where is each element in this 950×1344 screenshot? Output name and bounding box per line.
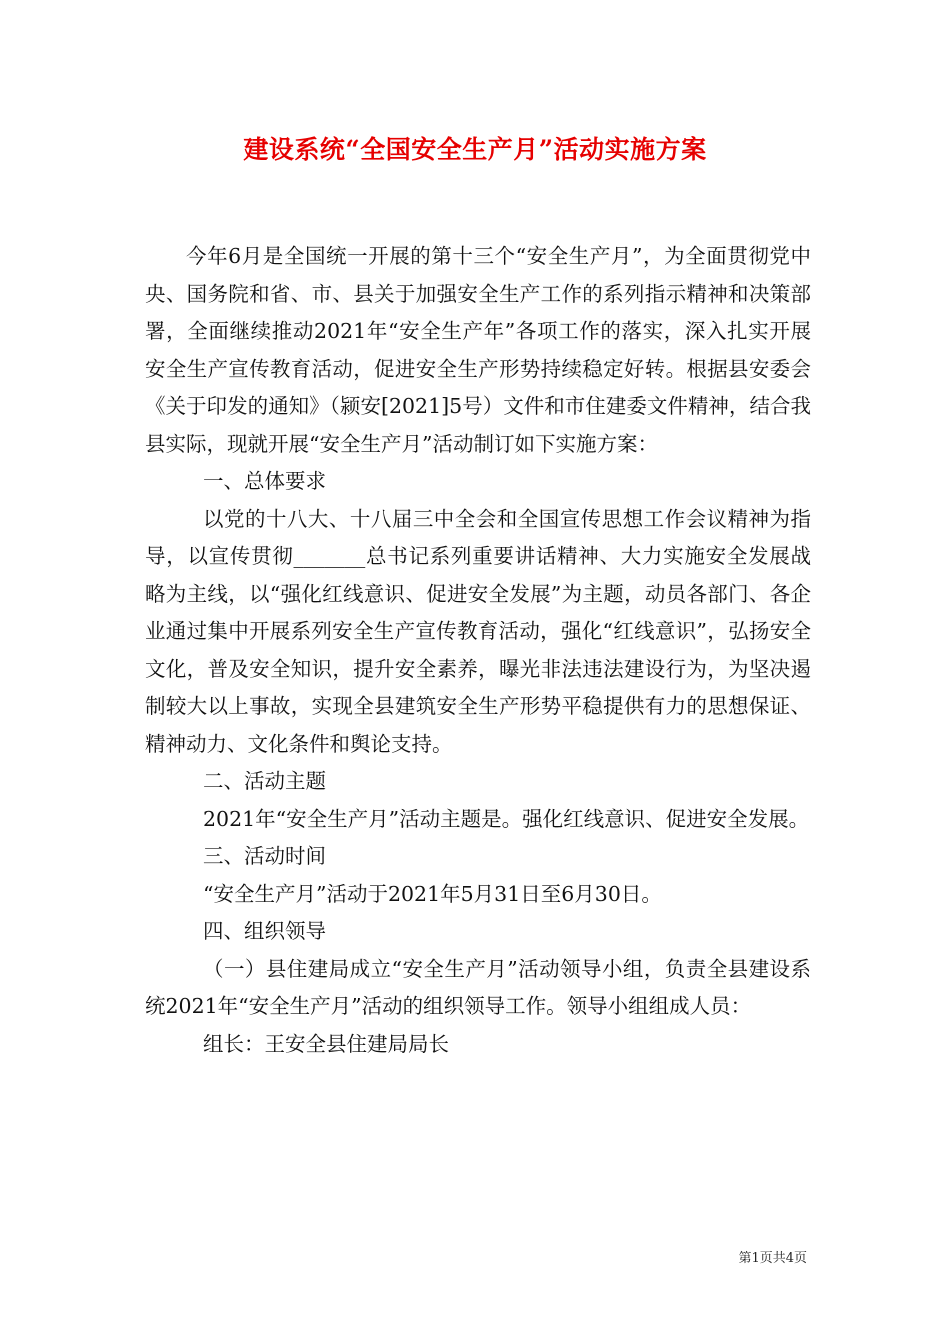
document-title: 建设系统“全国安全生产月”活动实施方案 <box>243 135 707 164</box>
section-heading-activity-theme: 二、活动主题 <box>203 769 326 793</box>
group-leader-line: 组长：王安全县住建局局长 <box>203 1031 449 1056</box>
section-heading-general-requirements: 一、总体要求 <box>203 469 326 493</box>
intro-paragraph: 今年6月是全国统一开展的第十三个“安全生产月”，为全面贯彻党中央、国务院和省、市、县关于加强安全生产工作的系列指示精神和决策部署，全面继续推动2021年“安全生产年”各项工作的落实，深入扎实开展安全生产宣传教育活动，促进安全生产形势持续稳定好转。根据县安委会《关于印发的通知》（颍安[2021]5号）文件和市住建委文件精神，结合我县实际，现就开展“安全生产月”活动制订如下实施方案： <box>145 244 811 456</box>
organization-paragraph: （一）县住建局成立“安全生产月”活动领导小组，负责全县建设系统2021年“安全生产月”活动的组织领导工作。领导小组组成人员： <box>145 956 811 1018</box>
activity-time-paragraph: “安全生产月”活动于2021年5月31日至6月30日。 <box>203 881 662 906</box>
section-heading-activity-time: 三、活动时间 <box>203 844 326 868</box>
page-indicator: 第1页共4页 <box>738 1251 807 1266</box>
general-requirements-paragraph: 以党的十八大、十八届三中全会和全国宣传思想工作会议精神为指导，以宣传贯彻_______总书记系列重要讲话精神、大力实施安全发展战略为主线，以“强化红线意识、促进安全发展”为主题，动员各部门、各企业通过集中开展系列安全生产宣传教育活动，强化“红线意识”，弘扬安全文化，普及安全知识，提升安全素养，曝光非法违法建设行为，为坚决遏制较大以上事故，实现全县建筑安全生产形势平稳提供有力的思想保证、精神动力、文化条件和舆论支持。 <box>145 506 811 756</box>
activity-theme-paragraph: 2021年“安全生产月”活动主题是。强化红线意识、促进安全发展。 <box>203 806 810 831</box>
section-heading-organization: 四、组织领导 <box>203 919 326 943</box>
document-body <box>145 238 811 1063</box>
